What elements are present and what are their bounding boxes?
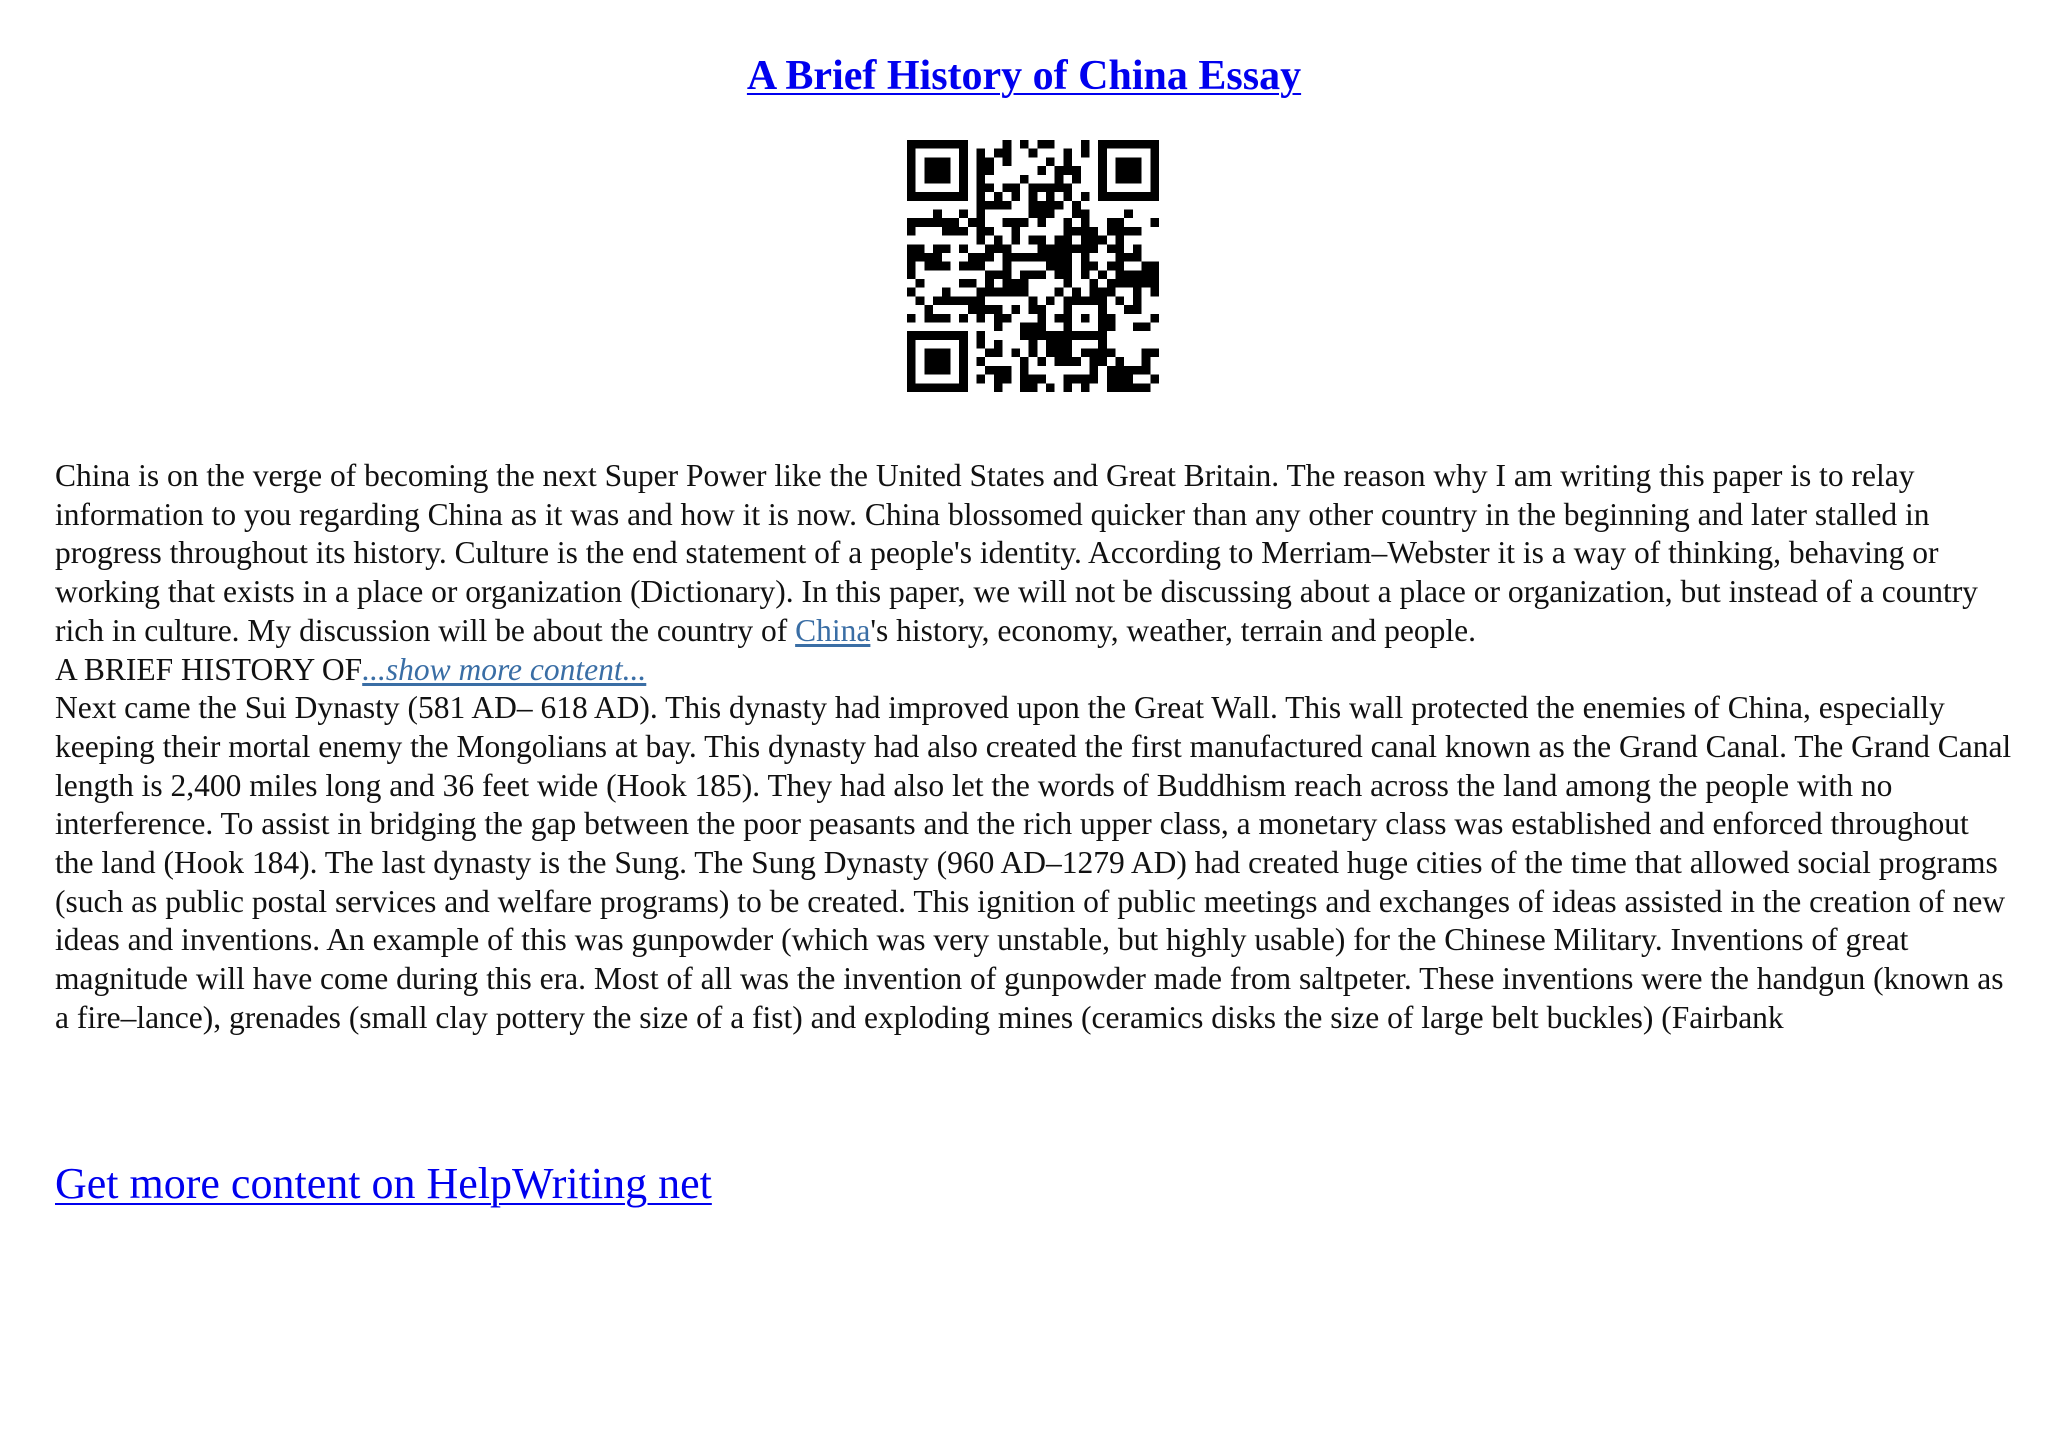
document-title-link[interactable]: A Brief History of China Essay: [746, 53, 1302, 99]
section-heading-line: [55, 651, 2015, 690]
essay-body: [55, 457, 2015, 1038]
title-container: [0, 52, 2048, 100]
helpwriting-link[interactable]: Get more content on HelpWriting net: [55, 1159, 712, 1208]
paragraph-dynasties: Next came the Sui Dynasty (581 AD– 618 AD). This dynasty had improved upon the Great Wall. This wall protected the enemies of China, especially keeping their mortal enemy the Mongolians at bay. This dynasty had also created the first manufactured canal known as the Grand Canal. The Grand Canal length is 2,400 miles long and 36 feet wide (Hook 185). They had also let the words of Buddhism reach across the land among the people with no interference. To assist in bridging the gap between the poor peasants and the rich upper class, a monetary class was established and enforced throughout the land (Hook 184). The last dynasty is the Sung. The Sung Dynasty (960 AD–1279 AD) had created huge cities of the time that allowed social programs (such as public postal services and welfare programs) to be created. This ignition of public meetings and exchanges of ideas assisted in the creation of new ideas and inventions. An example of this was gunpowder (which was very unstable, but highly usable) for the Chinese Military. Inventions of great magnitude will have come during this era. Most of all was the invention of gunpowder made from saltpeter. These inventions were the handgun (known as a fire–lance), grenades (small clay pottery the size of a fist) and exploding mines (ceramics disks the size of large belt buckles) (Fairbank: [55, 690, 2012, 1035]
section-heading: A BRIEF HISTORY OF: [55, 651, 363, 687]
paragraph-intro: [55, 457, 2015, 651]
show-more-link[interactable]: ...show more content...: [362, 651, 647, 687]
china-link[interactable]: China: [795, 612, 871, 648]
qr-code-icon: [907, 140, 1159, 392]
paragraph-intro-text: China is on the verge of becoming the next Super Power like the United States and Great Britain. The reason why I am writing this paper is to relay information to you regarding China as it was and how it is now. China blossomed quicker than any other country in the beginning and later stalled in progress throughout its history. Culture is the end statement of a people's identity. According to Merriam–Webster it is a way of thinking, behaving or working that exists in a place or organization (Dictionary). In this paper, we will not be discussing about a place or organization, but instead of a country rich in culture. My discussion will be about the country of: [55, 458, 1978, 648]
paragraph-intro-text-end: 's history, economy, weather, terrain and people.: [870, 612, 1476, 648]
